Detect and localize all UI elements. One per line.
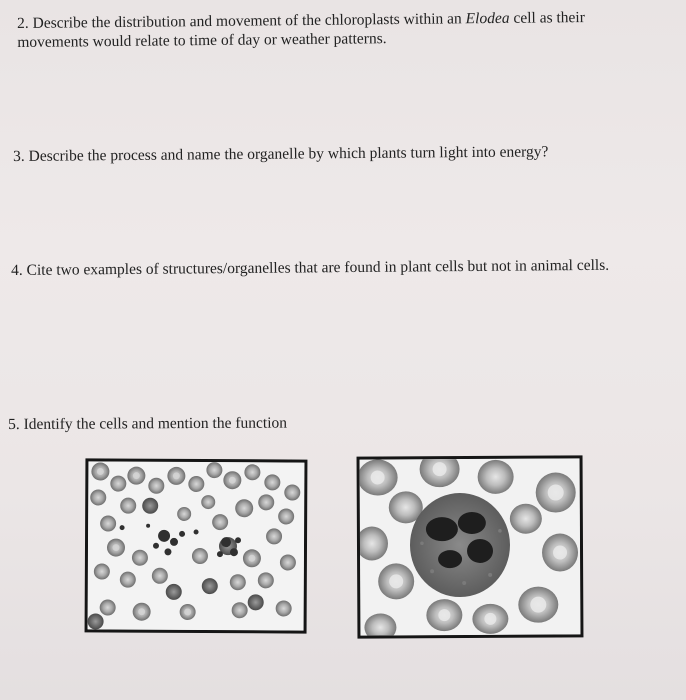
question-2-italic-term: Elodea <box>465 9 510 28</box>
blood-smear-neutrophil-icon <box>360 458 581 635</box>
blood-smear-red-cells-icon <box>88 461 305 630</box>
question-2 <box>17 7 657 52</box>
question-2-text-before: 2. Describe the distribution and movement of the chloroplasts within an <box>17 10 466 32</box>
question-3: 3. Describe the process and name the organelle by which plants turn light into energy? <box>13 143 549 165</box>
left-micrograph <box>85 458 308 633</box>
question-5: 5. Identify the cells and mention the function <box>8 414 288 433</box>
question-4: 4. Cite two examples of structures/organelles that are found in plant cells but not in animal cells. <box>11 256 610 279</box>
right-micrograph <box>357 455 584 638</box>
question-2-text-after: cell as their movements would relate to time of day or weather patterns. <box>17 9 585 51</box>
